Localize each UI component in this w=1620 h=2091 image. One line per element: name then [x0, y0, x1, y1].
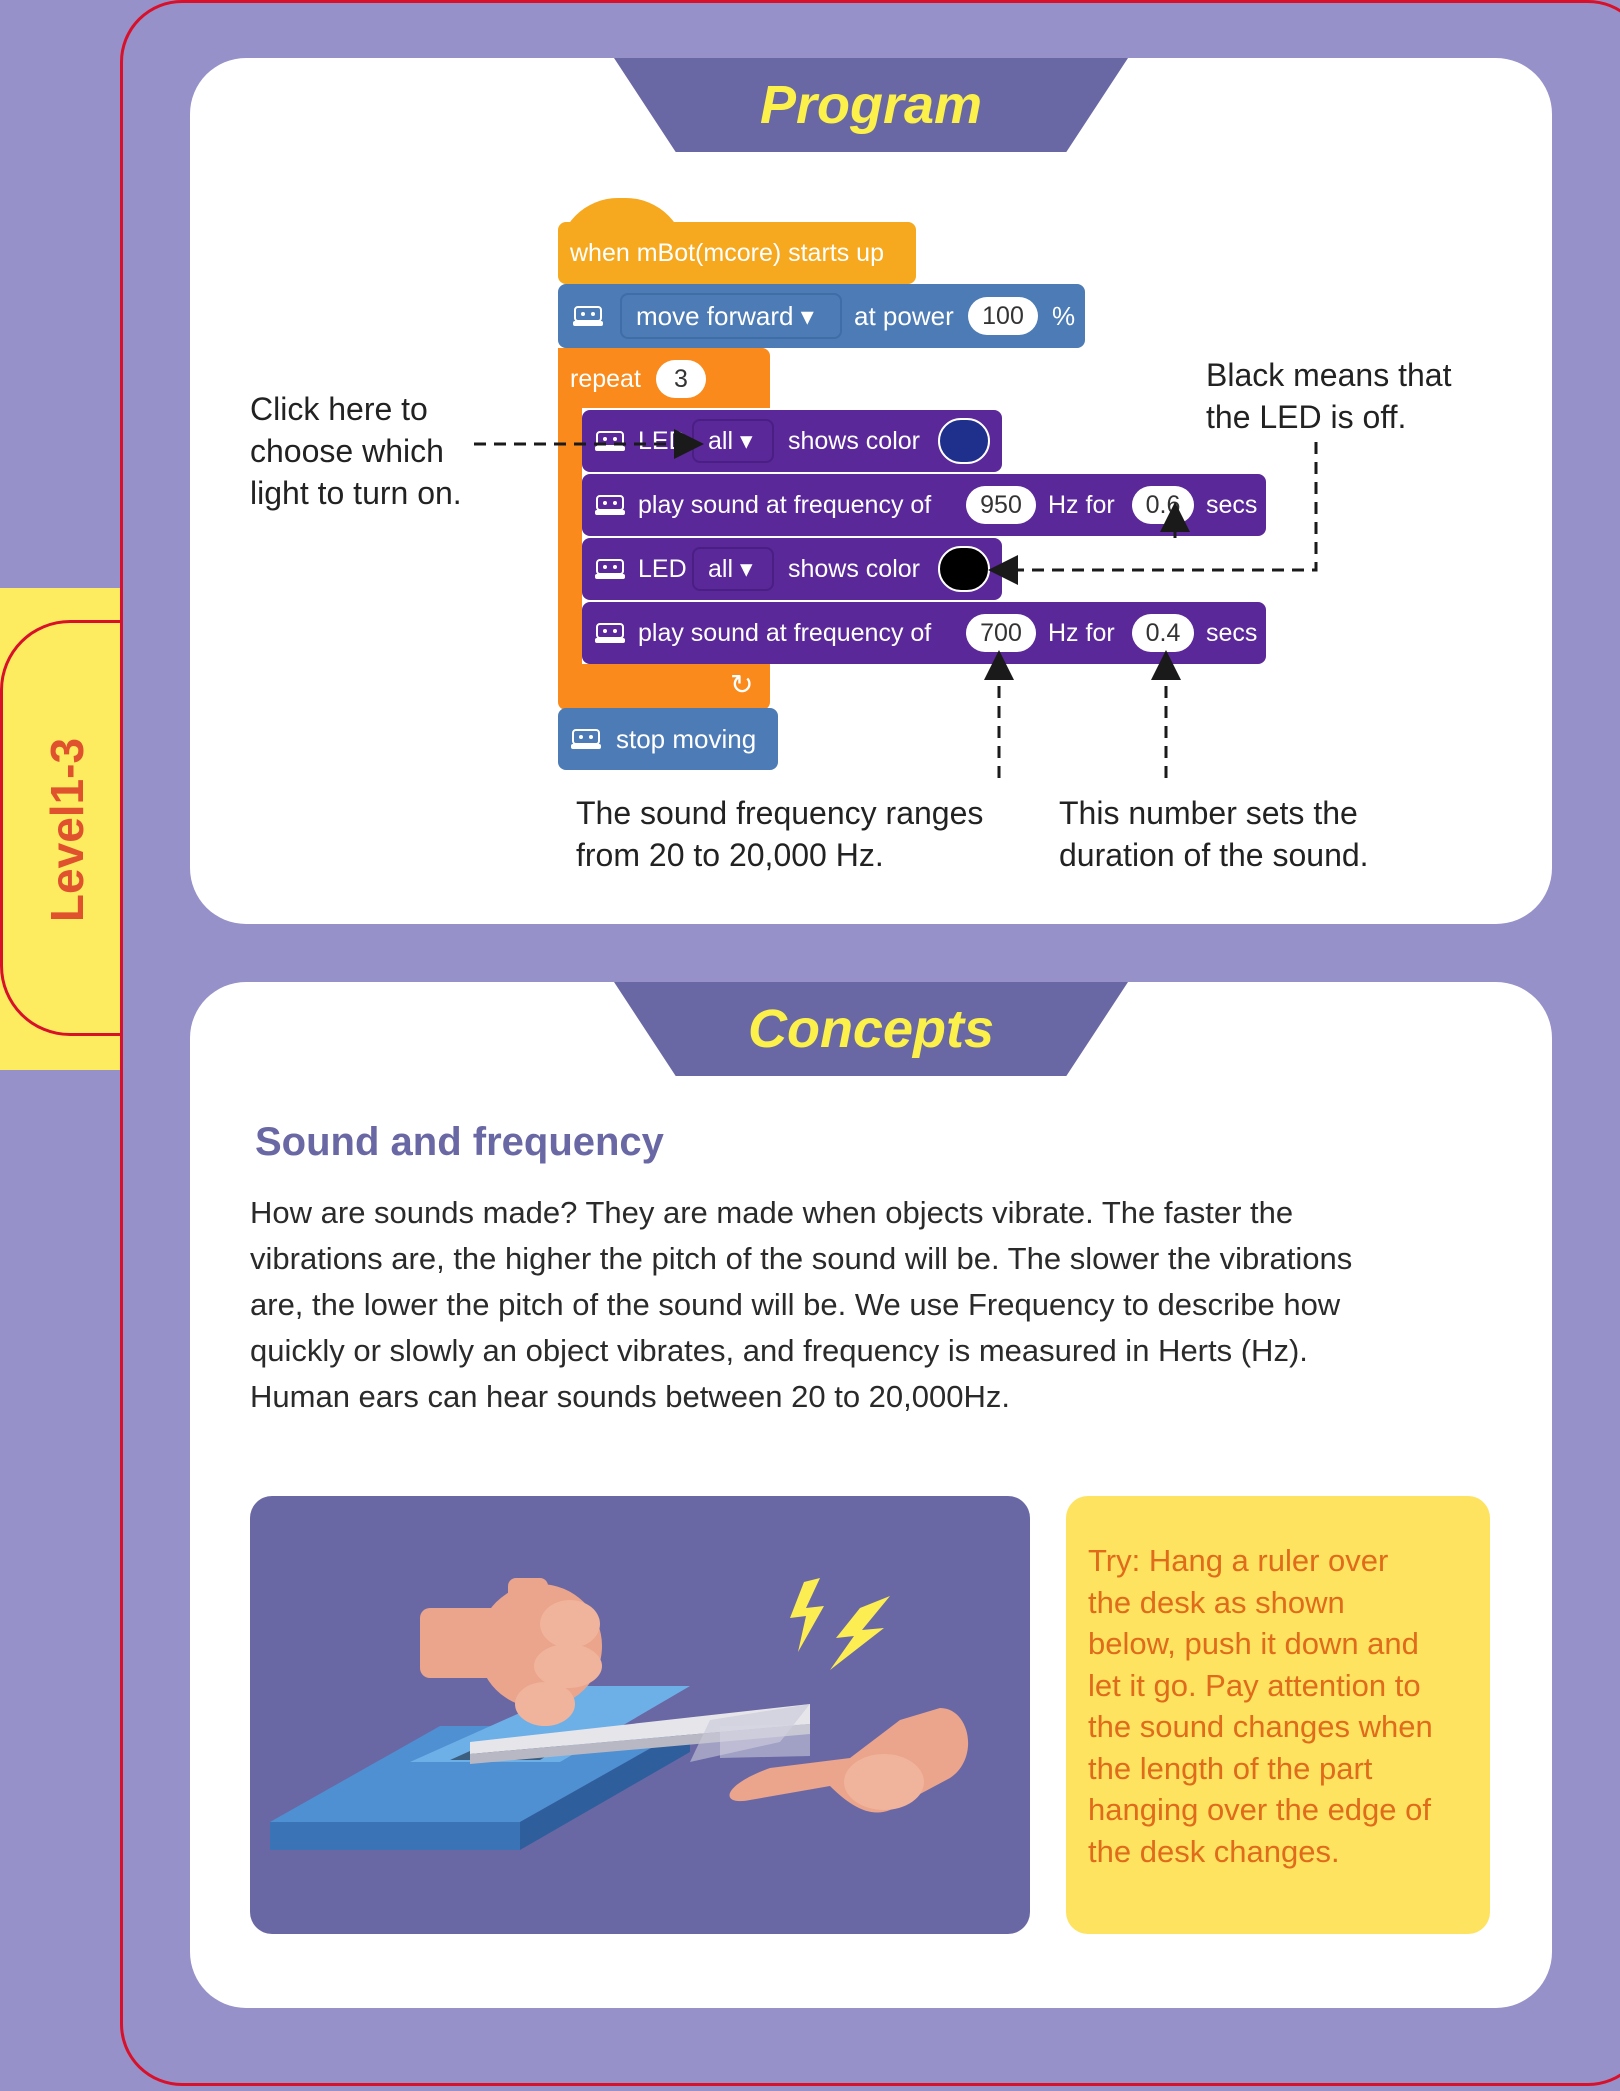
move-direction-dropdown[interactable]: move forward ▾ [620, 293, 842, 339]
lightning-icon [790, 1578, 890, 1670]
power-input[interactable]: 100 [968, 297, 1038, 335]
stop-moving-label: stop moving [616, 724, 757, 754]
ruler-illustration [250, 1496, 1030, 1934]
try-line: the length of the part [1088, 1750, 1373, 1786]
level-label: Level1-3 [41, 737, 93, 923]
note-line: Black means that [1206, 357, 1452, 393]
arrow-to-black-color [994, 442, 1316, 570]
black-off-note [1206, 354, 1451, 438]
led-label: LED [638, 427, 687, 455]
paragraph-line: are, the lower the pitch of the sound will be. We use Frequency to describe how [250, 1287, 1341, 1322]
secs-label: secs [1206, 491, 1258, 519]
sound-label: play sound at frequency of [638, 491, 932, 519]
note-line: This number sets the [1059, 795, 1358, 831]
repeat-label: repeat [570, 365, 641, 393]
hz-for-label: Hz for [1048, 619, 1115, 647]
paragraph-line: How are sounds made? They are made when objects vibrate. The faster the [250, 1195, 1294, 1230]
sound-label: play sound at frequency of [638, 619, 932, 647]
try-line: the desk as shown [1088, 1584, 1345, 1620]
paragraph-line: quickly or slowly an object vibrates, and frequency is measured in Herts (Hz). [250, 1333, 1308, 1368]
concepts-heading: Sound and frequency [255, 1120, 664, 1164]
concepts-paragraph [250, 1190, 1510, 1420]
frequency-range-note [576, 792, 983, 876]
note-line: light to turn on. [250, 475, 462, 511]
note-line: from 20 to 20,000 Hz. [576, 837, 884, 873]
led-choice-note [250, 388, 462, 514]
note-line: Click here to [250, 391, 428, 427]
concepts-title: Concepts [747, 999, 995, 1059]
note-line: choose which [250, 433, 444, 469]
try-box [1066, 1496, 1490, 1934]
try-text [1088, 1540, 1478, 1872]
fist-icon [420, 1578, 602, 1726]
led-select-dropdown[interactable]: all ▾ [692, 419, 774, 463]
try-line: Try: Hang a ruler over [1088, 1543, 1389, 1578]
note-line: The sound frequency ranges [576, 795, 984, 831]
try-line: below, push it down and [1088, 1626, 1419, 1661]
percent-label: % [1052, 301, 1076, 331]
frequency-input[interactable]: 700 [966, 614, 1036, 652]
shows-color-label: shows color [788, 555, 920, 583]
try-line: the desk changes. [1088, 1833, 1340, 1869]
ruler-desk-hand-image [250, 1496, 1030, 1934]
annotation-arrows [0, 0, 1620, 930]
duration-note [1059, 792, 1369, 876]
led-label: LED [638, 555, 687, 583]
led-select-dropdown[interactable]: all ▾ [692, 547, 774, 591]
frequency-input[interactable]: 950 [966, 486, 1036, 524]
loop-arrow-icon: ↻ [730, 669, 754, 700]
try-line: let it go. Pay attention to [1088, 1667, 1421, 1703]
at-power-label: at power [854, 301, 954, 331]
paragraph-line: Human ears can hear sounds between 20 to 20,000Hz. [250, 1379, 1010, 1414]
try-line: hanging over the edge of [1088, 1792, 1431, 1827]
note-line: duration of the sound. [1059, 837, 1369, 873]
try-line: the sound changes when [1088, 1709, 1433, 1744]
hz-for-label: Hz for [1048, 491, 1115, 519]
program-title: Program [759, 75, 983, 135]
repeat-count-input[interactable]: 3 [656, 360, 706, 398]
secs-label: secs [1206, 619, 1258, 647]
shows-color-label: shows color [788, 427, 920, 455]
hat-block-label: when mBot(mcore) starts up [570, 239, 884, 267]
duration-input[interactable]: 0.6 [1132, 486, 1194, 524]
duration-input[interactable]: 0.4 [1132, 614, 1194, 652]
note-line: the LED is off. [1206, 399, 1407, 435]
paragraph-line: vibrations are, the higher the pitch of the sound will be. The slower the vibrations [250, 1241, 1353, 1276]
